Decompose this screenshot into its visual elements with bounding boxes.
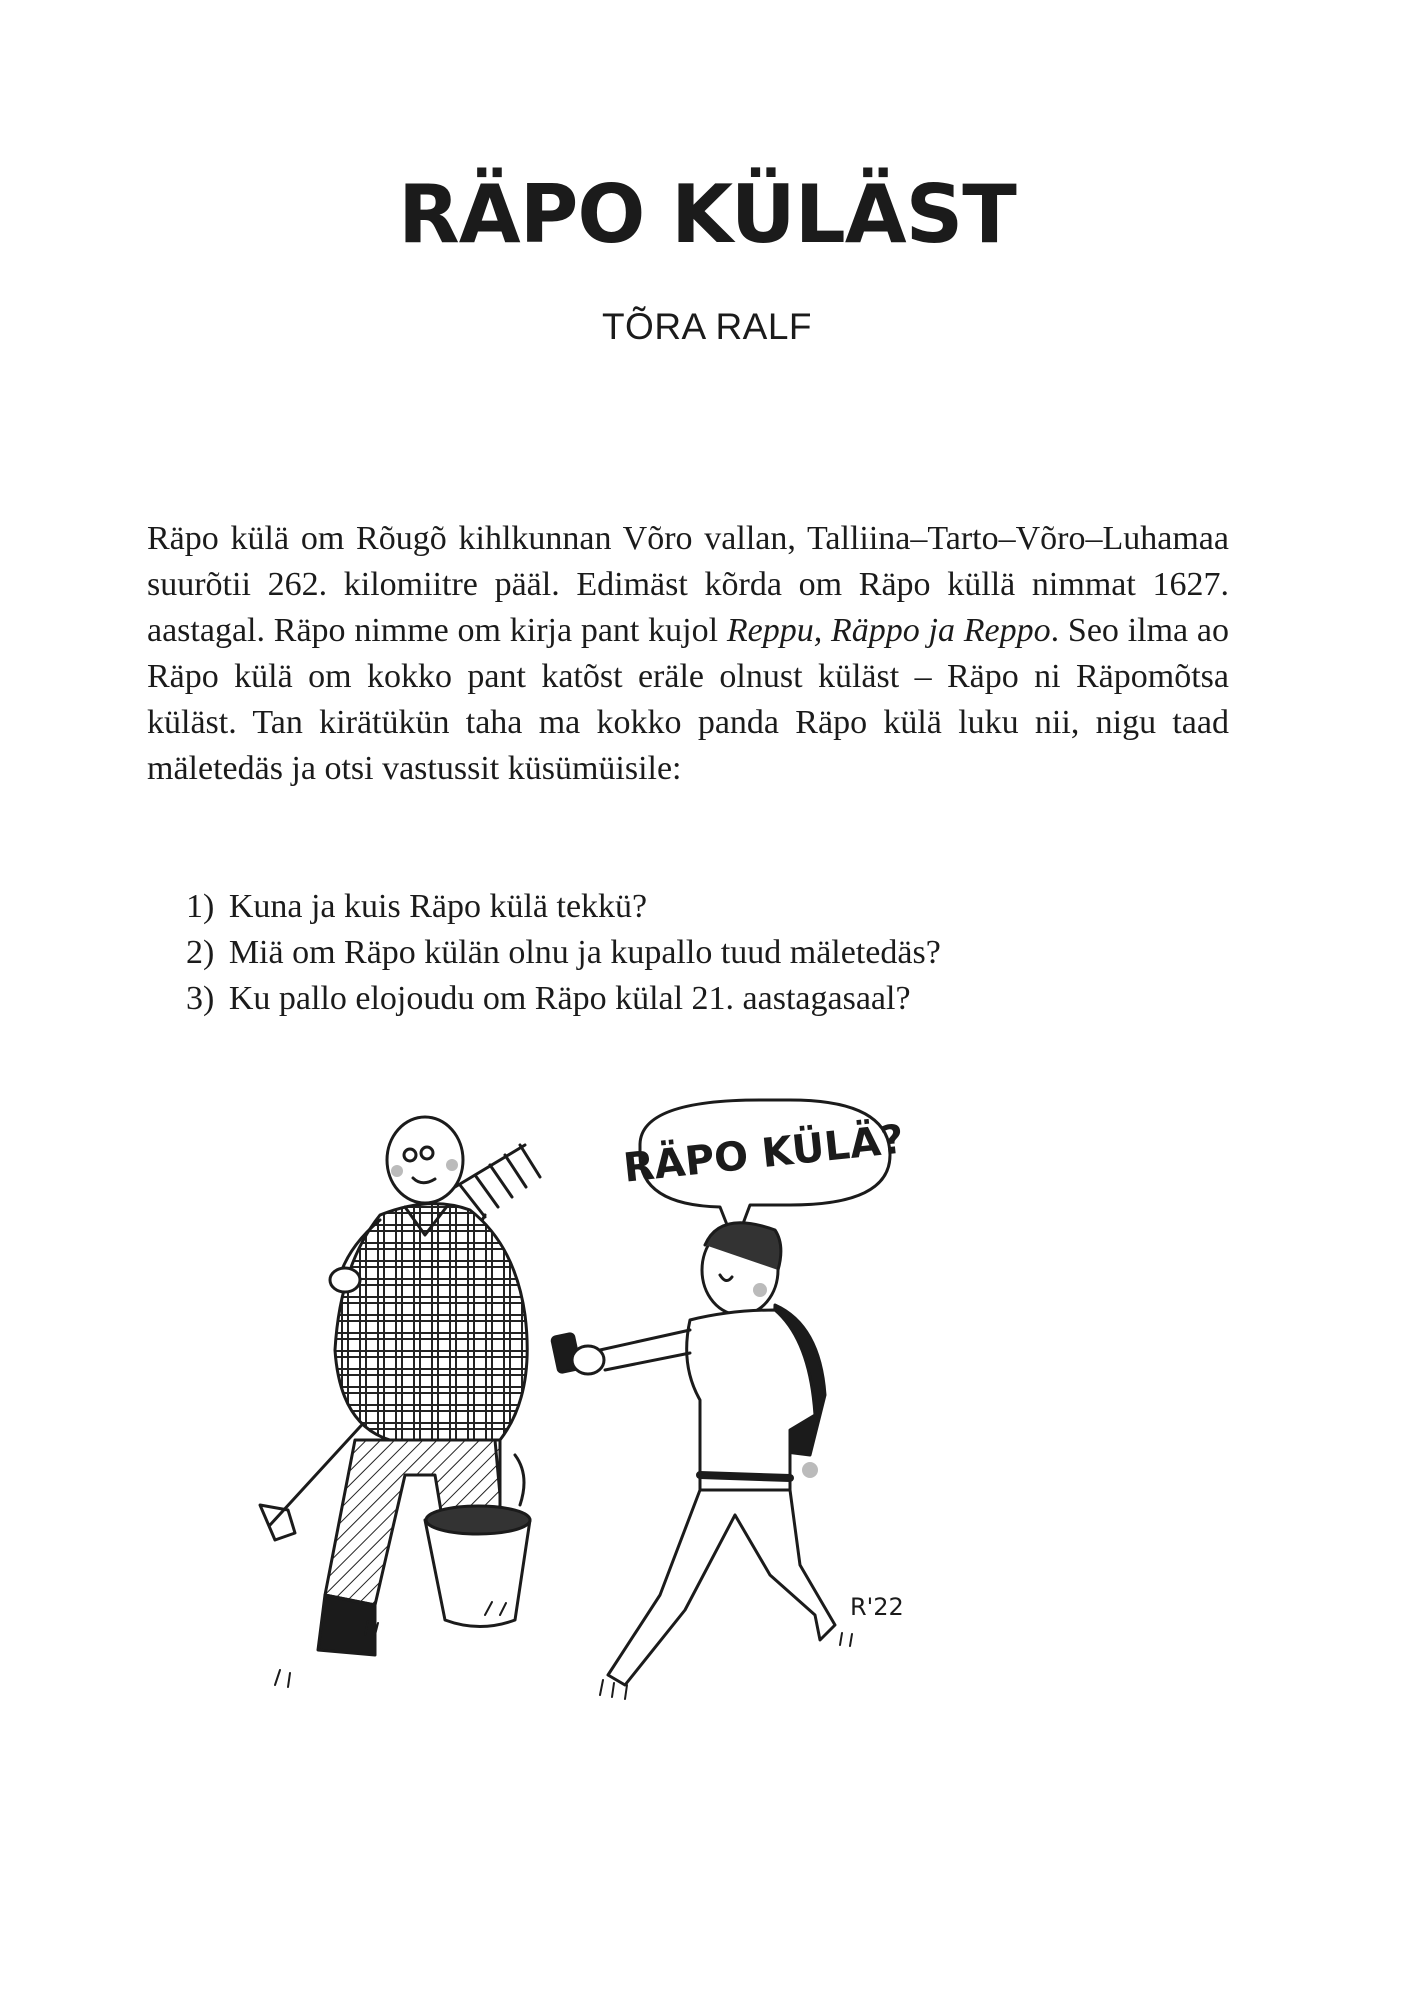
pitchfork-grip (260, 1505, 295, 1540)
intro-paragraph (147, 516, 1229, 792)
farmer-figure (260, 1117, 540, 1687)
speech-bubble-text: RÄPO KÜLÄ? (621, 1116, 906, 1192)
paragraph-text-2: . Seo ilma ao Räpo külä om kokko pant katõst eräle olnust küläst – Räpo ni Räpomõtsa küläst. Tan kirätükün taha ma kokko panda Räpo külä luku nii, nigu taad mäletedäs ja otsi vastussit küsümüisile: (147, 612, 1229, 787)
paragraph-text-1: Räpo külä om Rõugõ kihlkunnan Võro vallan, Talliina–Tarto–Võro–Luhamaa suurõtii 262. kilomiitre pääl. Edimäst kõrda om Räpo küllä nimmat 1627. aastagal. Räpo nimme om kirja pant kujol (147, 520, 1229, 649)
list-item (186, 930, 941, 976)
question-number: 3) (186, 980, 215, 1017)
boy-figure (551, 1100, 905, 1699)
paragraph-italic-names: Reppu, Räppo ja Reppo (726, 612, 1051, 649)
page-title: RÄPO KÜLÄST (398, 168, 1016, 261)
question-text: Ku pallo elojoudu om Räpo külal 21. aastagasaal? (228, 980, 911, 1017)
question-text: Miä om Räpo külän olnu ja kupallo tuud mäletedäs? (228, 934, 941, 971)
question-text: Kuna ja kuis Räpo külä tekkü? (228, 888, 648, 925)
question-number: 2) (186, 934, 215, 971)
question-number: 1) (186, 888, 215, 925)
question-list (186, 884, 941, 1022)
list-item (186, 884, 941, 930)
pitchfork-tines (455, 1145, 540, 1217)
illustration (230, 1095, 1130, 1785)
artist-signature: R'22 (850, 1593, 904, 1621)
author-name: TÕRA RALF (601, 306, 813, 347)
list-item (186, 976, 941, 1022)
